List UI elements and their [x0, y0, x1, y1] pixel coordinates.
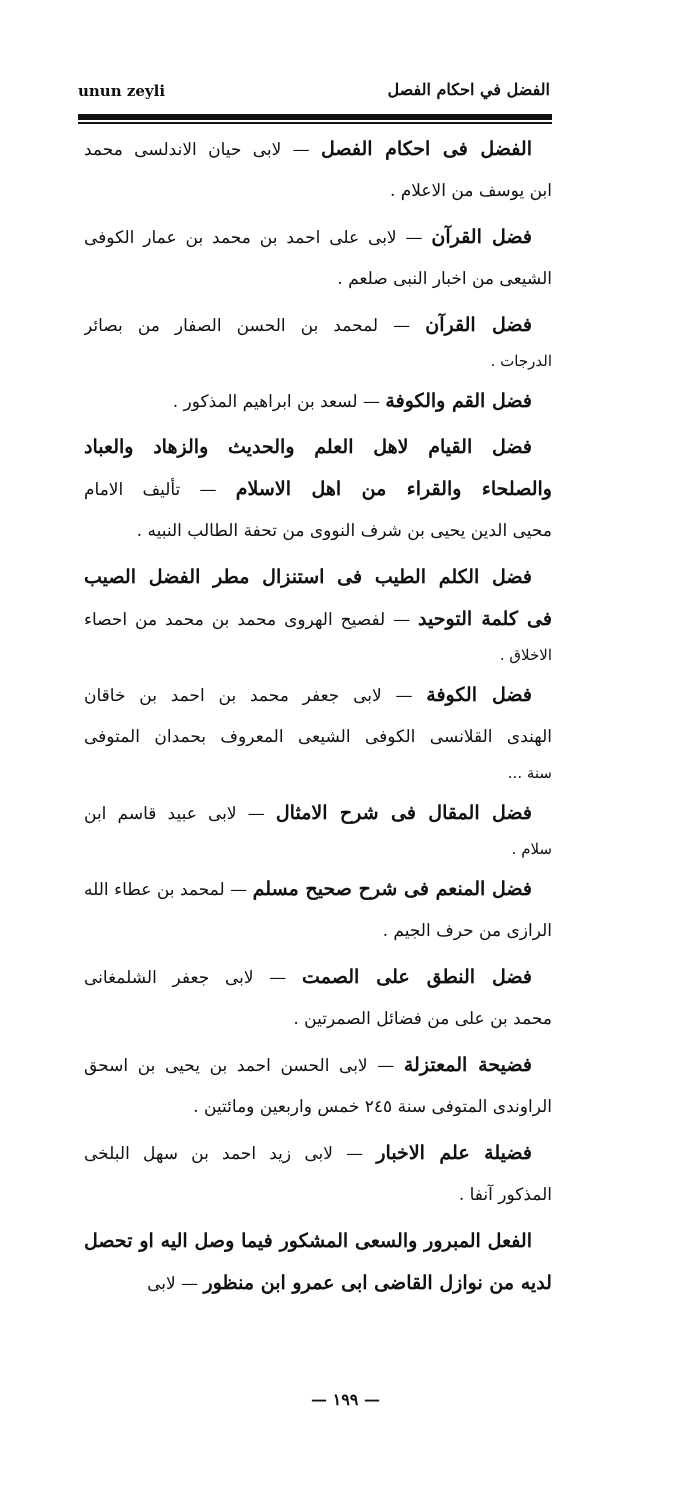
entry-line	[84, 426, 552, 468]
entry-line	[84, 1174, 552, 1216]
entry-text: محيى الدين يحيى بن شرف النووى من تحفة الطالب النبيه .	[136, 521, 552, 541]
entry-line	[84, 1220, 552, 1262]
bibliography-entry	[84, 792, 552, 864]
header-rule-thin	[78, 122, 552, 124]
entry-line	[84, 792, 552, 834]
entry-title: فضيحة المعتزلة	[403, 1054, 532, 1076]
bibliography-entry	[84, 304, 552, 376]
entry-line	[84, 716, 552, 758]
entry-line	[84, 216, 552, 258]
entry-line	[84, 758, 552, 788]
entry-title: فضل القرآن	[431, 226, 533, 248]
bibliography-entry	[84, 1044, 552, 1128]
entry-text: — لفصيح الهروى محمد بن محمد من احصاء	[84, 610, 419, 630]
entry-text: — تأليف الامام	[84, 480, 236, 500]
entry-line	[84, 1044, 552, 1086]
bibliography-entry	[84, 1220, 552, 1304]
entry-line	[84, 380, 552, 422]
entry-line	[84, 468, 552, 510]
header-left-text: unun zeyli	[78, 82, 166, 100]
bibliography-entry	[84, 380, 552, 422]
entry-title: فضل القرآن	[425, 314, 532, 336]
page-number: — ١٩٩ —	[311, 1390, 380, 1409]
entry-line	[84, 258, 552, 300]
entry-title: الفعل المبرور والسعى المشكور فيما وصل اليه او تحصل	[84, 1230, 532, 1252]
entry-line	[84, 598, 552, 640]
bibliography-entry	[84, 128, 552, 212]
bibliography-entry	[84, 556, 552, 670]
entry-text: — لابى على احمد بن محمد بن عمار الكوفى	[84, 228, 432, 248]
entry-text: — لابى عبيد قاسم ابن	[84, 804, 276, 824]
entry-title: فضل المنعم فى شرح صحيح مسلم	[252, 878, 532, 900]
bibliography-entry	[84, 1132, 552, 1216]
entry-text: الهندى القلانسى الكوفى الشيعى المعروف بحمدان المتوفى	[84, 727, 552, 747]
entry-text: الدرجات .	[490, 352, 552, 370]
entry-text: — لمحمد بن الحسن الصفار من بصائر	[84, 316, 426, 336]
entry-text: سلام .	[511, 840, 552, 858]
bibliography-entry	[84, 426, 552, 552]
entry-line	[84, 1262, 552, 1304]
entry-text: — لمحمد بن عطاء الله	[84, 880, 253, 900]
entry-title: فضل الكوفة	[426, 684, 533, 706]
entry-text: المذكور آنفا .	[458, 1185, 552, 1205]
entry-text: ابن يوسف من الاعلام .	[389, 181, 552, 201]
entry-text: الرازى من حرف الجيم .	[382, 921, 552, 941]
entry-text: الراوندى المتوفى سنة ٢٤٥ خمس واربعين ومائتين .	[193, 1097, 552, 1117]
entry-title: فضل المقال فى شرح الامثال	[275, 802, 533, 824]
entry-text: — لسعد بن ابراهيم المذكور .	[172, 392, 386, 412]
entries-list	[84, 128, 552, 1308]
entry-text: — لابى جعفر محمد بن احمد بن خاقان	[84, 686, 427, 706]
entry-line	[84, 1086, 552, 1128]
entry-title: لديه من نوازل القاضى ابى عمرو ابن منظور	[203, 1272, 552, 1294]
bibliography-entry	[84, 674, 552, 788]
entry-title: فضل النطق على الصمت	[302, 966, 532, 988]
entry-line	[84, 910, 552, 952]
entry-text: محمد بن على من فضائل الصمرتين .	[293, 1009, 552, 1029]
running-header	[78, 78, 550, 108]
bibliography-entry	[84, 216, 552, 300]
entry-line	[84, 834, 552, 864]
entry-title: فضل الكلم الطيب فى استنزال مطر الفضل الصيب	[84, 566, 532, 588]
entry-text: — لابى زيد احمد بن سهل البلخى	[84, 1144, 377, 1164]
entry-text: الشيعى من اخبار النبى صلعم .	[337, 269, 552, 289]
entry-title: فضل القم والكوفة	[385, 390, 532, 412]
entry-line	[84, 868, 552, 910]
entry-line	[84, 510, 552, 552]
entry-line	[84, 674, 552, 716]
entry-line	[84, 998, 552, 1040]
entry-text: الاخلاق .	[499, 646, 552, 664]
entry-text: — لابى الحسن احمد بن يحيى بن اسحق	[84, 1056, 404, 1076]
bibliography-entry	[84, 868, 552, 952]
entry-line	[84, 346, 552, 376]
header-title: الفضل في احكام الفصل	[387, 80, 550, 99]
bibliography-entry	[84, 956, 552, 1040]
entry-line	[84, 556, 552, 598]
entry-text: — لابى	[147, 1274, 204, 1294]
header-rule-thick	[78, 114, 552, 120]
entry-title: الفضل فى احكام الفصل	[320, 138, 532, 160]
entry-title: فى كلمة التوحيد	[418, 608, 552, 630]
entry-title: فضيلة علم الاخبار	[376, 1142, 532, 1164]
entry-line	[84, 128, 552, 170]
entry-text: — لابى جعفر الشلمغانى	[84, 968, 303, 988]
entry-line	[84, 640, 552, 670]
entry-text: — لابى حيان الاندلسى محمد	[84, 140, 321, 160]
entry-line	[84, 1132, 552, 1174]
entry-line	[84, 170, 552, 212]
entry-title: والصلحاء والقراء من اهل الاسلام	[235, 478, 552, 500]
entry-line	[84, 304, 552, 346]
entry-title: فضل القيام لاهل العلم والحديث والزهاد والعباد	[84, 436, 532, 458]
entry-line	[84, 956, 552, 998]
entry-text: سنة ...	[507, 764, 552, 782]
